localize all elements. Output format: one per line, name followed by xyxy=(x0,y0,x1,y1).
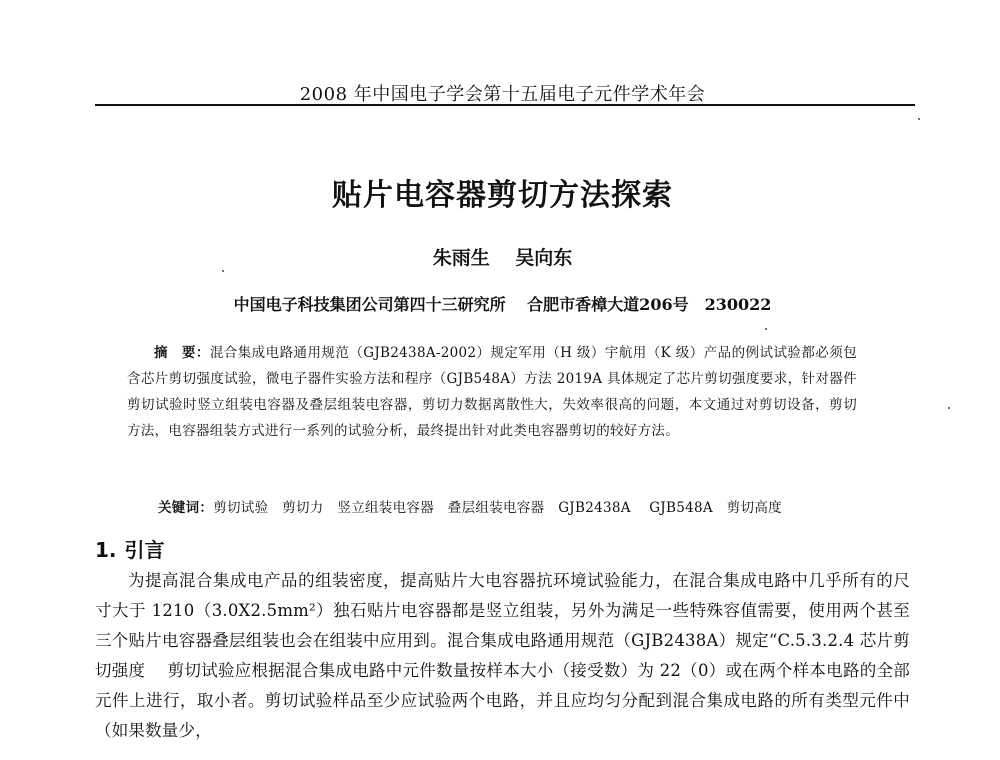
affiliation: 中国电子科技集团公司第四十三研究所 合肥市香樟大道206号 230022 xyxy=(233,295,772,314)
abstract-text: 混合集成电路通用规范（GJB2438A-2002）规定军用（H 级）宇航用（K 级）产品的例试试验都必须包含芯片剪切强度试验，微电子器件实验方法和程序（GJB548A）方法 2019A 具体规定了芯片剪切强度要求，针对器件剪切试验时竖立组装电容器及叠层组装电容器，剪切力数据离散性大，失效率很高的问题，本文通过对剪切设备，剪切方法，电容器组装方式进行一系列的试验分析，最终提出针对此类电容器剪切的较好方法。 xyxy=(127,345,858,439)
abstract xyxy=(127,340,857,444)
scan-speck xyxy=(222,270,224,272)
keywords-text: 剪切试验 剪切力 竖立组装电容器 叠层组装电容器 GJB2438A GJB548A 剪切高度 xyxy=(213,500,782,516)
section-heading xyxy=(95,534,165,563)
body-paragraph: 为提高混合集成电产品的组装密度，提高贴片大电容器抗环境试验能力，在混合集成电路中几乎所有的尺寸大于 1210（3.0X2.5mm²）独石贴片电容器都是竖立组装，另外为满足一些特殊容值需要，使用两个甚至三个贴片电容器叠层组装也会在组装中应用到。混合集成电路通用规范（GJB2438A）规定“C.5.3.2.4 芯片剪切强度 剪切试验应根据混合集成电路中元件数量按样本大小（接受数）为 22（0）或在两个样本电路的全部元件上进行，取小者。剪切试验样品至少应试验两个电路，并且应均匀分配到混合集成电路的所有类型元件中（如果数量少， xyxy=(95,571,910,740)
scan-speck xyxy=(765,328,767,330)
section-title: 引言 xyxy=(124,538,165,562)
keywords xyxy=(158,496,878,516)
running-header: 2008 年中国电子学会第十五届电子元件学术年会 xyxy=(299,84,706,105)
abstract-label: 摘 要： xyxy=(154,345,210,361)
keywords-label: 关键词： xyxy=(158,500,214,516)
scan-speck xyxy=(918,118,920,120)
paper-title: 贴片电容器剪切方法探索 xyxy=(332,178,673,213)
authors: 朱雨生 吴向东 xyxy=(432,247,573,269)
scan-speck xyxy=(948,407,950,409)
section-number: 1. xyxy=(95,538,117,562)
header-rule xyxy=(95,104,915,106)
